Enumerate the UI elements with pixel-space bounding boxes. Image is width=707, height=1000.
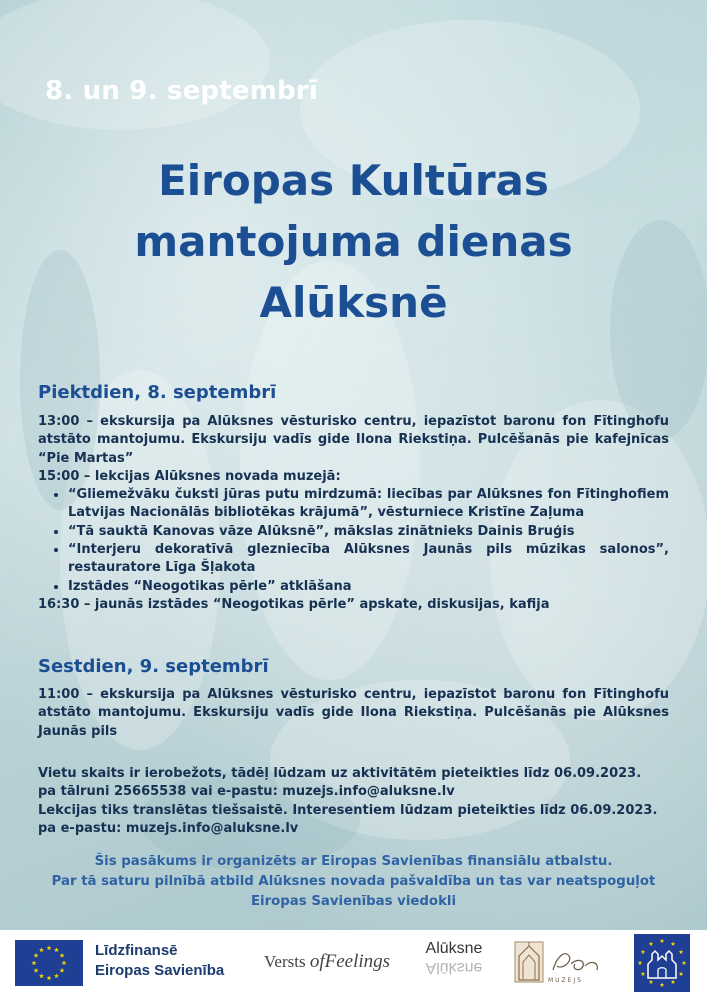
list-item: • “Interjeru dekoratīvā glezniecība Alūksnes Jaunās pils mūzikas salonos”, restauratore Līga Šļakota (68, 541, 669, 578)
title-line: Alūksnē (259, 278, 448, 327)
registration-info (38, 765, 669, 838)
eu-line-2: Eiropas Savienība (95, 962, 225, 979)
feelings-word: Feelings (324, 951, 391, 972)
list-item: • “Tā sauktā Kanovas vāze Alūksnē”, mākslas zinātnieks Dainis Bruģis (68, 523, 669, 541)
of-word: of (309, 951, 325, 972)
registration-line: pa e-pastu: muzejs.info@aluksne.lv (38, 820, 299, 836)
lectures-intro: 15:00 – lekcijas Alūksnes novada muzejā: (38, 468, 341, 484)
versts-of-feelings-logo (264, 951, 390, 973)
registration-line: Vietu skaits ir ierobežots, tādēļ lūdzam uz aktivitātēm pieteikties līdz 06.09.2023. (38, 766, 642, 781)
funding-line: Eiropas Savienības viedokli (250, 894, 457, 909)
aluksne-logo (417, 939, 491, 975)
funding-line: Šis pasākums ir organizēts ar Eiropas Savienības finansiālu atbalstu. (94, 854, 613, 869)
friday-heading: Piektdien, 8. septembrī (38, 382, 277, 403)
friday-exhibition: 16:30 – jaunās izstādes “Neogotikas pērle” apskate, diskusijas, kafija (38, 596, 550, 612)
title-line: Eiropas Kultūras (158, 156, 549, 205)
saturday-heading: Sestdien, 9. septembrī (38, 656, 269, 677)
date-heading: 8. un 9. septembrī (45, 76, 318, 106)
aluksne-word: Alūksne (425, 940, 483, 957)
friday-program (38, 413, 669, 614)
registration-line: Lekcijas tiks translētas tiešsaistē. Interesentiem lūdzam pieteikties līdz 06.09.2023. (38, 802, 658, 818)
saturday-tour: 11:00 – ekskursija pa Alūksnes vēsturisko centru, iepazīstot baronu fon Fītinghofu atstāto mantojumu. Ekskursiju vadīs gide Ilona Riekstiņa. Pulcēšanās pie Alūksnes Jaunās pils (38, 687, 669, 739)
list-item: • “Gliemežvāku čuksti jūras putu mirdzumā: liecības par Alūksnes fon Fītinghofiem Latvijas Nacionālās bibliotēkas krājumā”, vēsturniece Kristīne Zaļuma (68, 486, 669, 523)
saturday-program (38, 686, 669, 741)
registration-line: pa tālruni 25665538 vai e-pastu: muzejs.info@aluksne.lv (38, 784, 455, 800)
eu-cofunded-label (95, 941, 224, 981)
title-line: mantojuma dienas (134, 217, 573, 266)
versts-word: Versts (264, 952, 306, 971)
funding-line: Par tā saturu pilnībā atbild Alūksnes novada pašvaldība un tas var neatspoguļot (51, 874, 656, 889)
logo-bar (0, 930, 707, 1000)
museum-label: MUZEJS (548, 977, 583, 984)
eu-line-1: Līdzfinansē (95, 942, 178, 959)
eu-flag-icon (15, 940, 83, 986)
aluksne-mirror: Alūksne (425, 959, 483, 976)
friday-tour: 13:00 – ekskursija pa Alūksnes vēsturisko centru, iepazīstot baronu fon Fītinghofu atstāto mantojumu. Ekskursiju vadīs gide Ilona Riekstiņa. Pulcēšanās pie kafejnīcas “Pie Martas” (38, 414, 669, 466)
lectures-list (38, 486, 669, 596)
funding-note (0, 852, 707, 912)
event-title (0, 150, 707, 333)
list-item: • Izstādes “Neogotikas pērle” atklāšana (68, 578, 669, 596)
aluksne-flag-icon (634, 934, 690, 992)
